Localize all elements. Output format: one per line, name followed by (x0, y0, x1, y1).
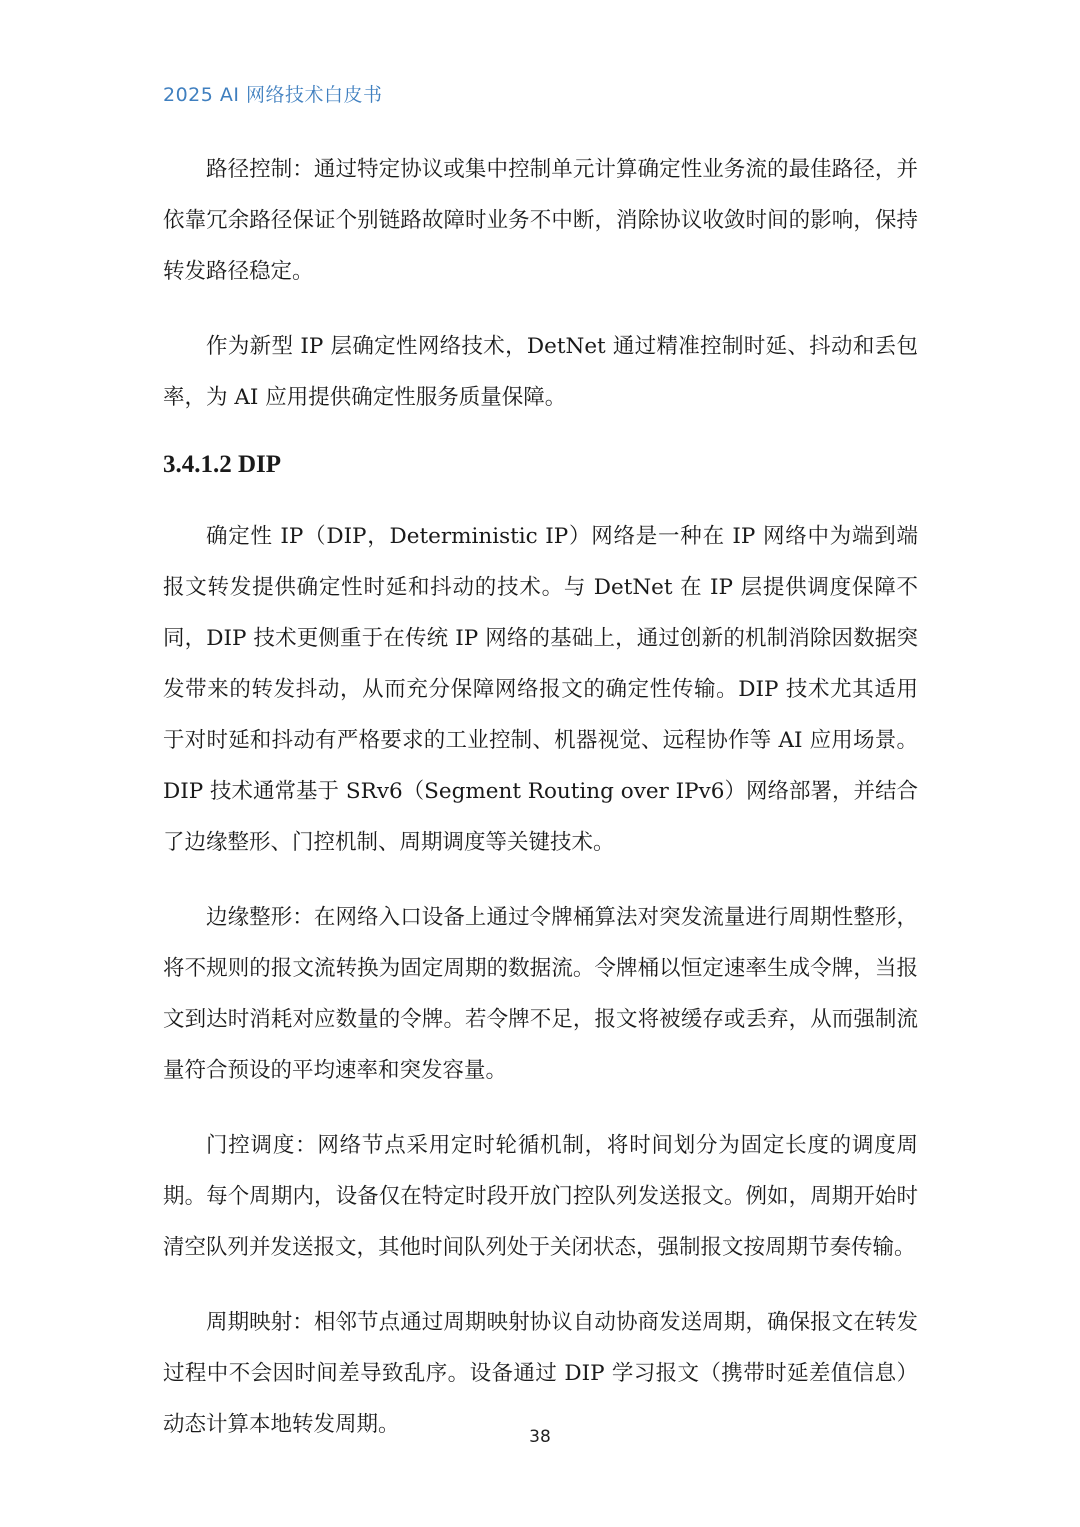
paragraph-detnet-summary: 作为新型 IP 层确定性网络技术，DetNet 通过精准控制时延、抖动和丢包率，为 AI 应用提供确定性服务质量保障。 (163, 334, 918, 410)
paragraph-cycle-mapping: 周期映射：相邻节点通过周期映射协议自动协商发送周期，确保报文在转发过程中不会因时间差导致乱序。设备通过 DIP 学习报文（携带时延差值信息）动态计算本地转发周期。 (163, 1310, 918, 1437)
paragraph-edge-shaping: 边缘整形：在网络入口设备上通过令牌桶算法对突发流量进行周期性整形，将不规则的报文流转换为固定周期的数据流。令牌桶以恒定速率生成令牌，当报文到达时消耗对应数量的令牌。若令牌不足，报文将被缓存或丢弃，从而强制流量符合预设的平均速率和突发容量。 (163, 905, 918, 1083)
page-number: 38 (529, 1427, 551, 1447)
paragraph-dip-intro: 确定性 IP（DIP，Deterministic IP）网络是一种在 IP 网络中为端到端报文转发提供确定性时延和抖动的技术。与 DetNet 在 IP 层提供调度保障不同，DIP 技术更侧重于在传统 IP 网络的基础上，通过创新的机制消除因数据突发带来的转发抖动，从而充分保障网络报文的确定性传输。DIP 技术尤其适用于对时延和抖动有严格要求的工业控制、机器视觉、远程协作等 AI 应用场景。DIP 技术通常基于 SRv6（Segment Routing over IPv6）网络部署，并结合了边缘整形、门控机制、周期调度等关键技术。 (163, 524, 918, 855)
paragraph-path-control: 路径控制：通过特定协议或集中控制单元计算确定性业务流的最佳路径，并依靠冗余路径保证个别链路故障时业务不中断，消除协议收敛时间的影响，保持转发路径稳定。 (163, 157, 918, 284)
paragraph-gate-scheduling: 门控调度：网络节点采用定时轮循机制，将时间划分为固定长度的调度周期。每个周期内，设备仅在特定时段开放门控队列发送报文。例如，周期开始时清空队列并发送报文，其他时间队列处于关闭状态，强制报文按周期节奏传输。 (163, 1133, 918, 1260)
running-header: 2025 AI 网络技术白皮书 (163, 84, 383, 106)
page-content (163, 144, 918, 1474)
section-heading: 3.4.1.2 DIP (163, 451, 282, 478)
